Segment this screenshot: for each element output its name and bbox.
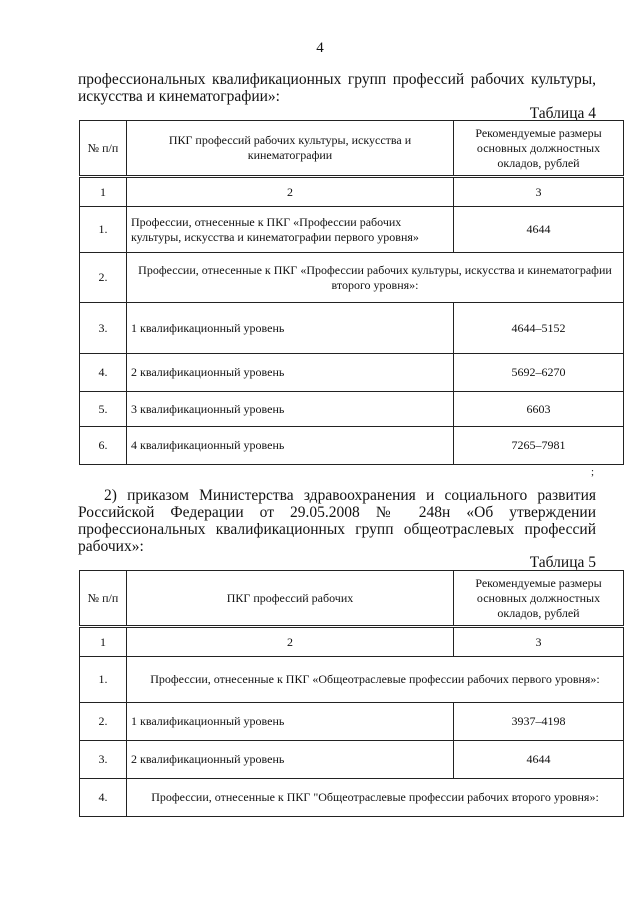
table4-colnum-2: 2 [127, 177, 454, 207]
row-name: Профессии, отнесенные к ПКГ «Профессии рабочих культуры, искусства и кинематографии первого уровня» [127, 207, 454, 253]
row-number: 5. [80, 392, 127, 427]
page-number: 4 [316, 40, 324, 56]
table4-caption: Таблица 4 [529, 105, 596, 122]
row-number: 3. [80, 303, 127, 354]
row-value: 4644 [454, 207, 624, 253]
table4-header-row [80, 121, 624, 177]
row-name: 2 квалификационный уровень [127, 741, 454, 779]
table-5 [79, 570, 624, 817]
table4-header-num: № п/п [80, 121, 127, 177]
row-number: 2. [80, 703, 127, 741]
table5-header-num: № п/п [80, 571, 127, 627]
row-value: 5692–6270 [454, 354, 624, 392]
table5-header-group: ПКГ профессий рабочих [127, 571, 454, 627]
row-number: 1. [80, 207, 127, 253]
table5-column-numbers-row [80, 627, 624, 657]
row-value: 4644–5152 [454, 303, 624, 354]
row-number: 2. [80, 253, 127, 303]
row-value: 6603 [454, 392, 624, 427]
row-name: 1 квалификационный уровень [127, 703, 454, 741]
table-4 [79, 120, 624, 465]
table-row [80, 427, 624, 465]
table4-header-salary: Рекомендуемые размеры основных должностных окладов, рублей [454, 121, 624, 177]
row-group-title: Профессии, отнесенные к ПКГ «Профессии рабочих культуры, искусства и кинематографии второго уровня»: [127, 253, 624, 303]
order-paragraph: 2) приказом Министерства здравоохранения и социального развития Российской Федерации от 29.05.2008 № 248н «Об утверждении профессиональных квалификационных групп общеотраслевых профессий рабочих»: [78, 487, 596, 555]
table-row [80, 303, 624, 354]
table4-colnum-3: 3 [454, 177, 624, 207]
row-number: 4. [80, 779, 127, 817]
table-row [80, 354, 624, 392]
table4-column-numbers-row [80, 177, 624, 207]
row-number: 3. [80, 741, 127, 779]
table-row [80, 703, 624, 741]
table4-header-group: ПКГ профессий рабочих культуры, искусства и кинематографии [127, 121, 454, 177]
table-row [80, 779, 624, 817]
row-name: 2 квалификационный уровень [127, 354, 454, 392]
table5-colnum-1: 1 [80, 627, 127, 657]
row-group-title: Профессии, отнесенные к ПКГ «Общеотраслевые профессии рабочих первого уровня»: [127, 657, 624, 703]
table5-caption: Таблица 5 [529, 554, 596, 571]
row-number: 4. [80, 354, 127, 392]
row-name: 4 квалификационный уровень [127, 427, 454, 465]
table-row [80, 657, 624, 703]
trailing-semicolon: ; [591, 466, 595, 478]
row-value: 3937–4198 [454, 703, 624, 741]
intro-paragraph: профессиональных квалификационных групп профессий рабочих культуры, искусства и кинематографии»: [78, 71, 596, 105]
table-row [80, 741, 624, 779]
row-group-title: Профессии, отнесенные к ПКГ "Общеотраслевые профессии рабочих второго уровня»: [127, 779, 624, 817]
row-value: 7265–7981 [454, 427, 624, 465]
table5-colnum-3: 3 [454, 627, 624, 657]
row-name: 1 квалификационный уровень [127, 303, 454, 354]
table5-header-salary: Рекомендуемые размеры основных должностных окладов, рублей [454, 571, 624, 627]
row-name: 3 квалификационный уровень [127, 392, 454, 427]
table-row [80, 207, 624, 253]
table-row [80, 253, 624, 303]
table5-header-row [80, 571, 624, 627]
table-row [80, 392, 624, 427]
row-number: 6. [80, 427, 127, 465]
table4-colnum-1: 1 [80, 177, 127, 207]
row-number: 1. [80, 657, 127, 703]
row-value: 4644 [454, 741, 624, 779]
table5-colnum-2: 2 [127, 627, 454, 657]
